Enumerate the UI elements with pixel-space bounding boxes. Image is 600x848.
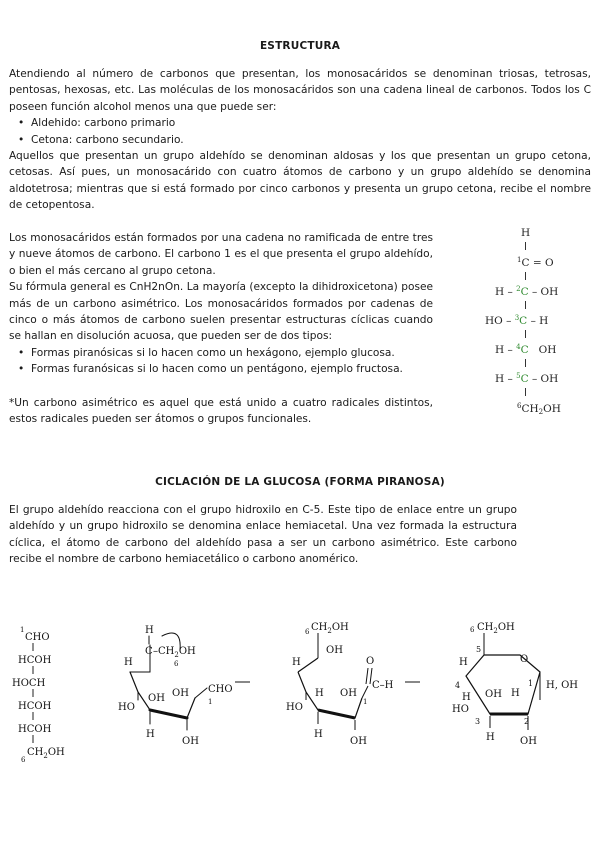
chair-intermediate (118, 625, 233, 747)
ring-bond-bold (150, 710, 187, 718)
atom-o-eq: O (366, 656, 375, 667)
chain-number-6: 6 (21, 756, 26, 764)
carbon-1: $^1$C = O (517, 256, 554, 269)
atom-number-1: 1 (528, 679, 534, 688)
bond-line (525, 242, 526, 250)
bond-line (525, 301, 526, 309)
carbon-3: HO – $^3$C – H (485, 314, 549, 327)
chain-cho: CHO (25, 632, 50, 643)
footnote-asymmetric: *Un carbono asimétrico es aquel que está unido a cuatro radicales distintos, estos radicales pueden ser átomos o grupos funcionales. (9, 397, 433, 426)
ring-bond-bold (318, 710, 355, 718)
atom-number-6: 6 (305, 628, 310, 636)
bond-line (525, 359, 526, 367)
atom-number-4: 4 (455, 681, 461, 690)
chain-number-1: 1 (20, 626, 25, 634)
atom-ho: HO (286, 702, 303, 713)
paragraph-aldosas: Aquellos que presentan un grupo aldehído se denominan aldosas y los que presentan un grupo cetona, cetosas. Así pues, un monosacárido con cuatro átomos de carbono y un grupo aldehído se denomina aldotetrosa; mientras que si está formado por cinco carbonos y presenta un grupo cetona, recibe el nombre de cetopentosa. (9, 150, 591, 212)
atom-h-top: H (145, 625, 154, 636)
atom-h-right: H (511, 688, 520, 699)
atom-h5: H (459, 657, 468, 668)
list-item: • Aldehido: carbono primario (9, 115, 591, 131)
list-item: • Cetona: carbono secundario. (9, 132, 591, 148)
atom-number-2: 2 (524, 717, 530, 726)
atom-c-h: C–H (372, 680, 394, 691)
atom-number-1: 1 (208, 698, 213, 706)
atom-h-oh: H, OH (546, 680, 578, 691)
bond-line (362, 686, 368, 698)
atom-number-6: 6 (470, 626, 475, 634)
atom-oh-bottom: OH (350, 736, 367, 747)
atom-h: H (124, 657, 133, 668)
cyclization-diagram (0, 600, 600, 780)
chain-hcoh: HCOH (18, 724, 52, 735)
atom-cho: CHO (208, 684, 233, 695)
list-item: • Formas furanósicas si lo hacen como un pentágono, ejemplo fructosa. (9, 361, 433, 377)
atom-ch2oh: $CH_2OH$ (477, 622, 515, 635)
carbon-4: H – $^4$C OH (495, 343, 557, 356)
chain-hcoh: HCOH (18, 701, 52, 712)
intro-block (9, 66, 591, 214)
atom-h-mid: H (315, 688, 324, 699)
atom-label: H (521, 227, 531, 239)
bond-line (195, 688, 207, 698)
chair-carbonyl (286, 622, 394, 747)
atom-oh: OH (148, 693, 165, 704)
atom-o-ring: O (520, 654, 529, 665)
double-bond (366, 668, 368, 684)
cyclization-figure (0, 600, 600, 780)
atom-oh: OH (485, 689, 502, 700)
section-title-estructura: ESTRUCTURA (259, 40, 341, 52)
bullet-list-groups (9, 115, 591, 148)
atom-number-1: 1 (363, 698, 368, 706)
atom-number-6: 6 (174, 660, 179, 668)
atom-h-bottom: H (314, 729, 323, 740)
paragraph-chain: Los monosacáridos están formados por una cadena no ramificada de entre tres y nueve átomos de carbono. El carbono 1 es el que presenta el grupo aldehído, o bien el más cercano al grupo cetona. (9, 232, 433, 277)
paragraph-intro: Atendiendo al número de carbonos que presentan, los monosacáridos se denominan triosas, tetrosas, pentosas, hexosas, etc. Las moléculas de los monosacáridos son una cadena lineal de carbonos. Todos los C poseen función alcohol menos una que puede ser: (9, 68, 591, 113)
atom-h4: H (462, 692, 471, 703)
atom-ch2oh: $-CH_2OH$ (153, 646, 196, 659)
atom-oh: OH (340, 688, 357, 699)
chain-ch2oh: $CH_2OH$ (27, 747, 65, 760)
open-chain-glucose (12, 626, 65, 764)
chain-hoch: HOCH (12, 678, 46, 689)
atom-oh-top: OH (326, 645, 343, 656)
atom-oh-bottom: OH (182, 736, 199, 747)
monosaccharide-block (9, 230, 433, 378)
bond-line (525, 330, 526, 338)
bond-line (525, 388, 526, 396)
bullet-list-forms (9, 345, 433, 378)
pyranose-ring (452, 622, 578, 747)
atom-oh: OH (172, 688, 189, 699)
atom-number-3: 3 (475, 717, 481, 726)
carbon-6: $^6CH_2OH$ (517, 402, 561, 416)
carbon-2: H – $^2$C – OH (495, 285, 559, 298)
glucose-fischer-structure (480, 222, 600, 422)
atom-h-bottom: H (486, 732, 495, 743)
atom-oh-bottom: OH (520, 736, 537, 747)
atom-ho: HO (118, 702, 135, 713)
atom-ho: HO (452, 704, 469, 715)
section-title-ciclacion: CICLACIÓN DE LA GLUCOSA (FORMA PIRANOSA) (155, 476, 445, 488)
paragraph-hemiacetal: El grupo aldehído reacciona con el grupo hidroxilo en C-5. Este tipo de enlace entre un grupo aldehído y un grupo hidroxilo se denomina enlace hemiacetal. Una vez formada la estructura cíclica, el átomo de carbono del aldehído pasa a ser un carbono asimétrico. Este carbono recibe el nombre de carbono hemiacetálico o carbono anomérico. (9, 504, 517, 566)
bond-line (525, 272, 526, 280)
list-item: • Formas piranósicas si lo hacen como un hexágono, ejemplo glucosa. (9, 345, 433, 361)
carbon-5: H – $^5$C – OH (495, 372, 559, 385)
atom-h: H (292, 657, 301, 668)
atom-c: C (145, 646, 153, 657)
chain-hcoh: HCOH (18, 655, 52, 666)
ring-bond (298, 658, 318, 672)
atom-number-5: 5 (476, 645, 482, 654)
atom-ch2oh: $CH_2OH$ (311, 622, 349, 635)
paragraph-formula: Su fórmula general es CnH2nOn. La mayoría (excepto la dihidroxicetona) posee más de un carbono asimétrico. Los monosacáridos formados por cadenas de cinco o más átomos de carbono suelen presentar estructuras cíclicas cuando se hallan en disolución acuosa, que pueden ser de dos tipos: (9, 281, 433, 343)
atom-h-bottom: H (146, 729, 155, 740)
